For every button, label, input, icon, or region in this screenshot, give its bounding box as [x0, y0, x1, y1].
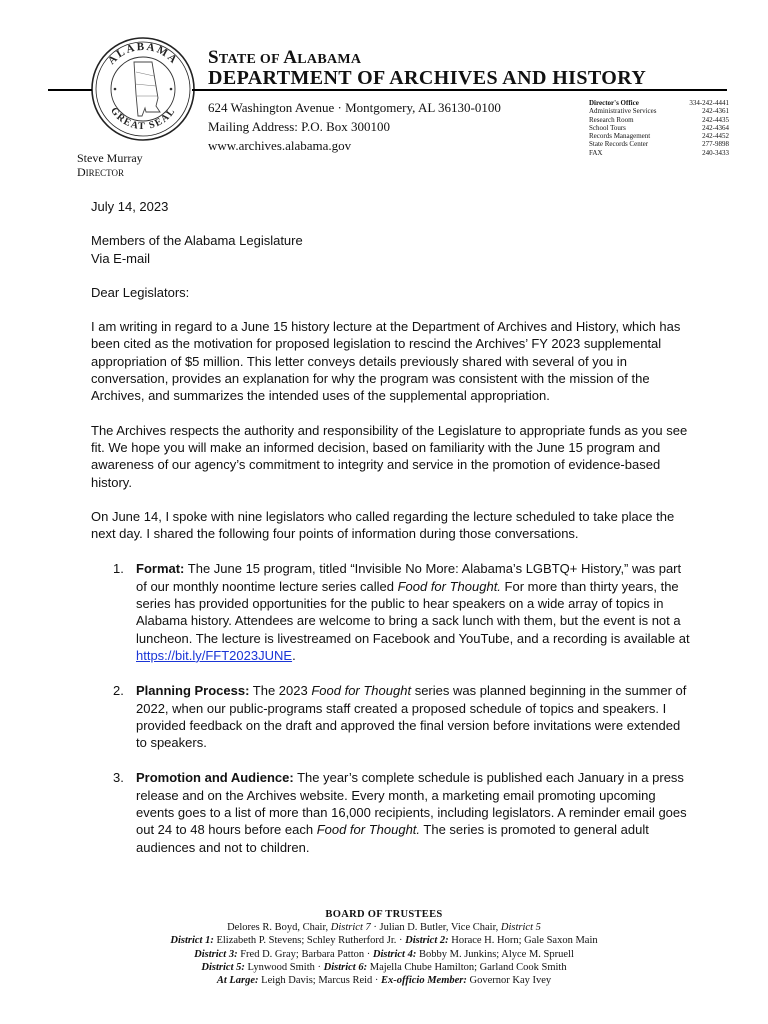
paragraph-1: I am writing in regard to a June 15 history lecture at the Department of Archives and History, which has been cited as the motivation for proposed legislation to rescind the Archives’ FY 2023 supplemental appropriation of $5 million. This letter conveys details previously shared with several of you in conversation, provides an explanation for why the program was consistent with the mission of the Archives, and summarizes the intended uses of the supplemental appropriation. [91, 319, 681, 404]
delivery-method: Via E-mail [91, 250, 151, 266]
list-item: 3. Promotion and Audience: The year’s complete schedule is published each January in a press release and on the Archives website. Every month, a marketing email promoting upcoming events goes to a list of more than 16,000 recipients, including legislators. A reminder email goes out 24 to 48 hours before each Food for Thought. The series is promoted to general adult audiences and not to children. [113, 770, 687, 855]
paragraph-2: The Archives respects the authority and responsibility of the Legislature to appropriate funds as you see fit. We hope you will make an informed decision, based on familiarity with the June 15 program and awareness of our agency’s commitment to integrity and service in the promotion of evidence-based history. [91, 422, 688, 490]
list-item: 2. Planning Process: The 2023 Food for Thought series was planned beginning in the summer of 2022, when our public-programs staff created a proposed schedule of topics and speakers. I provided feedback on the draft and approved the final version before invitations were extended to speakers. [113, 683, 687, 751]
salutation: Dear Legislators: [91, 284, 190, 300]
svg-text:ALABAMA: ALABAMA [105, 40, 181, 67]
letterhead-rule-left [48, 89, 92, 91]
website: www.archives.alabama.gov [208, 138, 352, 153]
director-title: DIRECTOR [77, 165, 125, 179]
svg-text:GREAT SEAL: GREAT SEAL [108, 105, 178, 133]
item-heading: Promotion and Audience: [136, 770, 294, 786]
letter-date: July 14, 2023 [91, 199, 169, 214]
board-of-trustees [0, 908, 768, 987]
director-name: Steve Murray [77, 151, 143, 165]
address-block [208, 98, 501, 155]
state-title: STATE OF ALABAMA [208, 47, 362, 68]
recording-link[interactable]: https://bit.ly/FFT2023JUNE [136, 647, 293, 663]
paragraph-3: On June 14, I spoke with nine legislators who called regarding the lecture scheduled to take place the next day. I shared the following four points of information during those conversations. [91, 508, 675, 542]
phone-row: Director's Office 334-242-4441 [589, 99, 729, 107]
great-seal-of-alabama [90, 36, 196, 142]
phone-row: State Records Center 277-9898 [589, 140, 729, 149]
phone-directory [589, 99, 729, 157]
street-address: 624 Washington Avenue · Montgomery, AL 36130-0100 [208, 100, 501, 115]
item-heading: Planning Process: [136, 683, 250, 699]
mailing-address: Mailing Address: P.O. Box 300100 [208, 119, 391, 134]
department-title: DEPARTMENT OF ARCHIVES AND HISTORY [208, 67, 647, 89]
list-item: 1. Format: The June 15 program, titled “Invisible No More: Alabama’s LGBTQ+ History,” was part of our monthly noontime lecture series called Food for Thought. For more than thirty years, the series has provided opportunities for the public to hear speakers on a wide array of topics in Alabama history. Attendees are welcome to bring a sack lunch with them, but the event is not a luncheon. The lecture is livestreamed on Facebook and YouTube, and a recording is available at https://bit.ly/FFT2023JUNE. [113, 561, 690, 663]
phone-row: School Tours 242-4364 [589, 123, 729, 132]
phone-row: FAX 240-3433 [589, 148, 729, 157]
recipient: Members of the Alabama Legislature [91, 233, 303, 249]
phone-row: Administrative Services 242-4361 [589, 107, 729, 116]
letter-body [91, 198, 691, 856]
phone-row: Records Management 242-4452 [589, 132, 729, 141]
board-line: Delores R. Boyd, Chair, District 7 · Julian D. Butler, Vice Chair, District 5 [227, 922, 541, 934]
board-line: District 3: Fred D. Gray; Barbara Patton · District 4: Bobby M. Junkins; Alyce M. Spruell [194, 948, 574, 960]
board-heading: BOARD OF TRUSTEES [325, 909, 443, 920]
phone-row: Research Room 242-4435 [589, 115, 729, 124]
board-line: At Large: Leigh Davis; Marcus Reid · Ex-officio Member: Governor Kay Ivey [216, 975, 552, 987]
board-line: District 1: Elizabeth P. Stevens; Schley Rutherford Jr. · District 2: Horace H. Horn; Gale Saxon Main [170, 935, 598, 947]
information-points-list [91, 560, 691, 855]
board-line: District 5: Lynwood Smith · District 6: Majella Chube Hamilton; Garland Cook Smith [201, 961, 567, 973]
item-heading: Format: [136, 561, 185, 577]
